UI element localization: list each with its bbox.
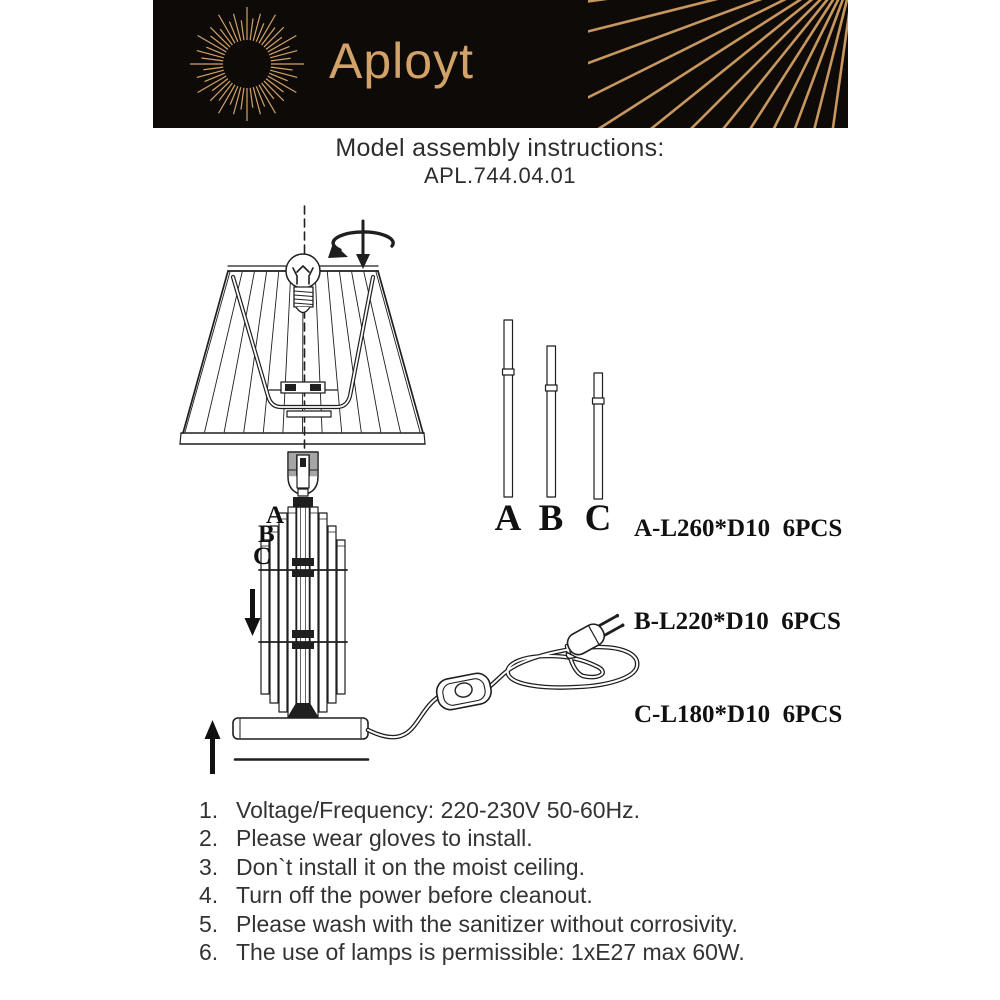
inline-switch	[434, 671, 493, 712]
spec-rod-c: C-L180*D10 6PCS	[634, 701, 843, 728]
rod-label-b: B	[538, 498, 564, 539]
rod-label-a: A	[494, 498, 522, 539]
rotation-arrow-icon	[328, 221, 393, 269]
instruction-number: 5.	[199, 910, 219, 937]
column-label-b: B	[258, 521, 275, 548]
instruction-number: 3.	[199, 853, 219, 880]
instruction-item	[199, 796, 745, 824]
instruction-text: Don`t install it on the moist ceiling.	[236, 853, 585, 880]
spec-rod-a: A-L260*D10 6PCS	[634, 515, 843, 542]
instruction-text: Voltage/Frequency: 220-230V 50-60Hz.	[236, 797, 641, 823]
brand-banner	[153, 0, 848, 128]
column-label-a: A	[266, 502, 285, 529]
column-label-c: C	[253, 543, 272, 570]
power-plug-icon	[559, 610, 627, 661]
part-rod-a	[503, 320, 515, 497]
spec-rod-b: B-L220*D10 6PCS	[634, 608, 841, 635]
instruction-item	[199, 938, 745, 966]
lamp-socket	[288, 452, 318, 507]
instruction-text: The use of lamps is permissible: 1xE27 max 60W.	[236, 939, 745, 966]
instruction-text: Please wash with the sanitizer without corrosivity.	[236, 910, 738, 937]
instruction-number: 1.	[199, 797, 219, 823]
power-cord	[368, 646, 637, 737]
up-arrow-icon	[205, 720, 221, 774]
instruction-number: 2.	[199, 825, 219, 852]
instruction-item	[199, 853, 745, 881]
instruction-item	[199, 824, 745, 852]
brand-logo-text: Aployt	[329, 33, 474, 89]
light-bulb	[286, 254, 320, 313]
instruction-text: Turn off the power before cleanout.	[236, 882, 593, 909]
rod-label-c: C	[584, 498, 612, 539]
instruction-number: 6.	[199, 939, 219, 966]
rays-decoration-icon	[588, 0, 848, 128]
parts-spec-list	[634, 451, 842, 761]
down-arrow-icon	[245, 589, 261, 636]
instruction-item	[199, 881, 745, 909]
part-rod-b	[546, 346, 558, 497]
sunburst-logo-icon	[182, 0, 312, 128]
page-title: Model assembly instructions:	[335, 134, 665, 162]
instruction-text: Please wear gloves to install.	[236, 825, 533, 852]
instruction-item	[199, 910, 745, 938]
instruction-list	[199, 796, 745, 966]
part-rod-c	[593, 373, 605, 499]
lamp-base	[233, 718, 368, 760]
instruction-number: 4.	[199, 882, 219, 909]
model-number: APL.744.04.01	[423, 163, 577, 188]
